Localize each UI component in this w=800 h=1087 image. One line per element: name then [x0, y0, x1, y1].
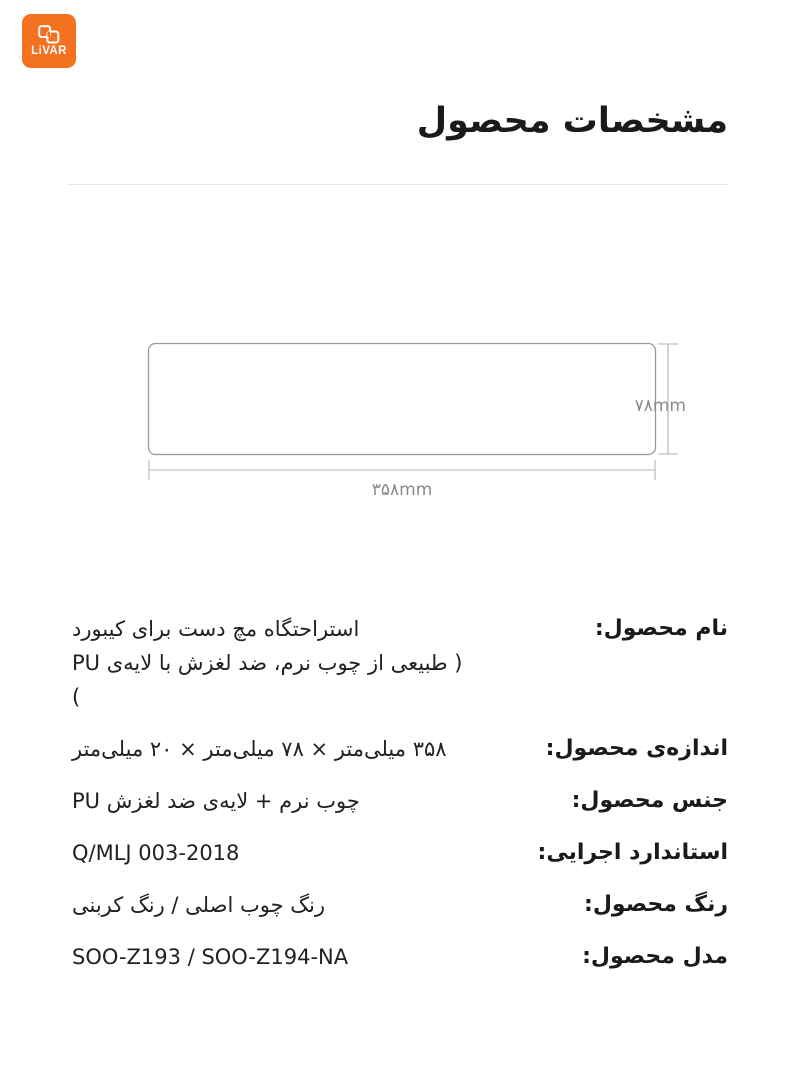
spec-value [72, 940, 500, 974]
spec-label-text: اندازه‌ی محصول: [545, 736, 728, 762]
width-dimension-value: ۳۵۸ [371, 480, 400, 500]
title-divider [68, 184, 728, 185]
spec-row [0, 732, 800, 766]
spec-value-line: رنگ چوب اصلی / رنگ کربنی [72, 893, 326, 918]
spec-value-line: SOO-Z193 / SOO-Z194-NA [72, 945, 349, 970]
spec-label [500, 836, 728, 869]
spec-label [500, 732, 728, 765]
spec-label [500, 784, 728, 817]
spec-label-text: مدل محصول: [582, 944, 728, 970]
page-title: مشخصات محصول [416, 101, 728, 141]
height-dimension-unit: mm [652, 396, 686, 416]
brand-logo [22, 14, 76, 68]
spec-value [72, 784, 500, 818]
spec-label-text: نام محصول: [594, 616, 728, 641]
height-dimension-value: ۷۸ [634, 396, 653, 416]
spec-value-line: چوب نرم + لایه‌ی ضد لغزش PU [72, 789, 360, 814]
spec-label [500, 940, 728, 973]
spec-value [72, 836, 500, 870]
spec-value-line: استراحتگاه مچ دست برای کیبورد [72, 617, 360, 641]
product-dimension-diagram [0, 330, 800, 515]
spec-value [72, 612, 501, 714]
width-dimension-label [372, 480, 433, 500]
width-dimension-unit: mm [399, 480, 433, 500]
spec-value [72, 732, 500, 766]
spec-row [0, 612, 800, 714]
spec-row [0, 784, 800, 818]
spec-value-line: Q/MLJ 003-2018 [72, 841, 240, 866]
height-dimension-label [635, 396, 686, 416]
spec-row [0, 888, 800, 922]
spec-label [501, 612, 728, 645]
spec-row [0, 836, 800, 870]
product-outline [149, 344, 656, 455]
overlapping-squares-icon [38, 25, 60, 45]
spec-value-line: ( طبیعی از چوب نرم، ضد لغزش با لایه‌ی PU ) [72, 651, 463, 710]
spec-value [72, 888, 500, 922]
spec-value-line: ۳۵۸ میلی‌متر × ۷۸ میلی‌متر × ۲۰ میلی‌متر [72, 737, 447, 762]
spec-label-text: رنگ محصول: [584, 892, 728, 918]
specifications-table [0, 612, 800, 992]
spec-label-text: استاندارد اجرایی: [537, 840, 728, 866]
brand-name: LiVAR [31, 44, 67, 57]
spec-label [500, 888, 728, 921]
spec-label-text: جنس محصول: [571, 788, 728, 814]
spec-row [0, 940, 800, 974]
